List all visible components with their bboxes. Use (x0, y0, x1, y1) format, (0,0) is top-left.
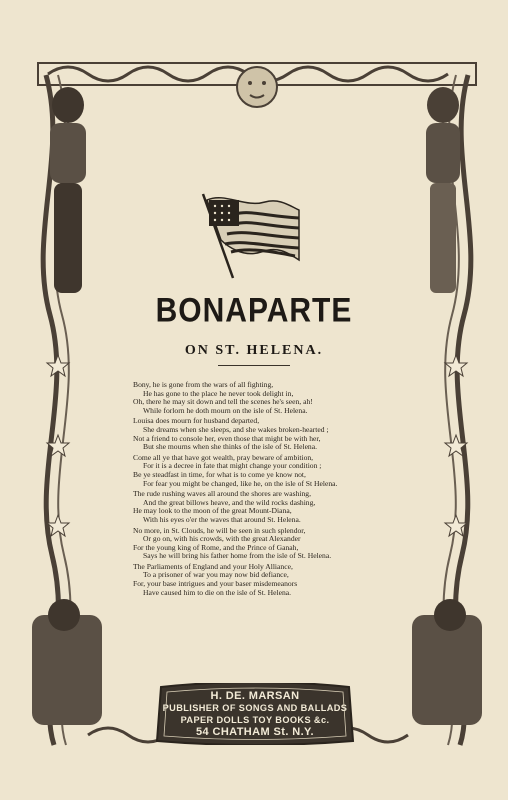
publisher-products: PAPER DOLLS TOY BOOKS &c. (180, 715, 330, 725)
lyric-line: Or go on, with his crowds, with the great Alexander (143, 534, 301, 544)
american-flag-icon (195, 188, 305, 280)
stanza (133, 454, 393, 488)
stanza (133, 417, 393, 451)
lyric-line: And the great billows heave, and the wild rocks dashing, (143, 497, 316, 507)
stanza (133, 381, 393, 415)
title-divider (218, 365, 290, 366)
stanza (133, 563, 393, 597)
lyric-line: While forlorn he doth mourn on the isle of St. Helena. (143, 405, 308, 415)
lyric-line: For the young king of Rome, and the Prince of Ganah, (133, 542, 299, 552)
lyric-line: Says he will bring his father home from the isle of St. Helena. (143, 551, 332, 561)
lyric-line: For fear you might be changed, like he, on the isle of St Helena. (143, 478, 338, 488)
lyric-line: For it is a decree in fate that might change your condition ; (143, 461, 322, 471)
lyric-line: Be ye steadfast in time, for what is to come ye know not, (133, 469, 306, 479)
lyric-line: To a prisoner of war you may now bid defiance, (143, 570, 289, 580)
song-lyrics (133, 381, 393, 599)
song-title: BONAPARTE (155, 291, 353, 330)
publisher-name: H. DE. MARSAN (210, 690, 300, 702)
lyric-line: The Parliaments of England and your Holy Alliance, (133, 561, 293, 571)
lyric-line: Have caused him to die on the isle of St. Helena. (143, 587, 292, 597)
lyric-line: She dreams when she sleeps, and she wakes broken-hearted ; (143, 424, 329, 434)
lyric-line: For, your base intrigues and your baser misdemeanors (133, 579, 298, 589)
publisher-trade: PUBLISHER OF SONGS AND BALLADS (162, 703, 348, 713)
lyric-line: He has gone to the place he never took delight in, (143, 388, 294, 398)
lyric-line: Not a friend to console her, even those that might be with her, (133, 433, 321, 443)
song-subtitle: ON ST. HELENA. (184, 343, 324, 358)
publisher-imprint (155, 690, 355, 738)
lyric-line: Bony, he is gone from the wars of all fighting, (133, 380, 274, 389)
stanza (133, 490, 393, 524)
lyric-line: Louisa does mourn for husband departed, (133, 416, 260, 426)
lyric-line: Oh, there he may sit down and tell the scenes he's seen, ah! (133, 397, 313, 407)
publisher-address: 54 CHATHAM St. N.Y. (195, 726, 315, 738)
lyric-line: Come all ye that have got wealth, pray beware of ambition, (133, 452, 314, 462)
stanza (133, 527, 393, 561)
lyric-line: He may look to the moon of the great Mount-Diana, (133, 506, 292, 516)
lyric-line: With his eyes o'er the waves that around St. Helena. (143, 514, 301, 524)
lyric-line: No more, in St. Clouds, he will be seen in such splendor, (133, 525, 306, 535)
lyric-line: But she mourns when she thinks of the isle of St. Helena. (143, 442, 317, 452)
lyric-line: The rude rushing waves all around the shores are washing, (133, 489, 311, 499)
